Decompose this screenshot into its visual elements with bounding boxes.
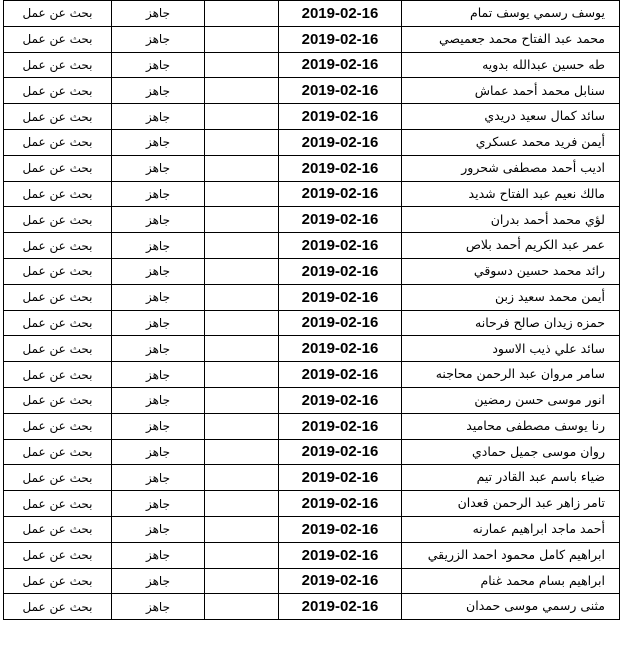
table-row [4,336,620,362]
date-cell: 2019-02-16 [279,52,402,78]
table-row [4,1,620,27]
state-cell: جاهز [112,207,205,233]
name-cell: ابراهيم كامل محمود احمد الزريقي [402,542,620,568]
empty-cell [205,181,279,207]
state-cell: جاهز [112,336,205,362]
table-row [4,233,620,259]
name-cell: سائد علي ذيب الاسود [402,336,620,362]
state-cell: جاهز [112,155,205,181]
empty-cell [205,413,279,439]
state-cell: جاهز [112,465,205,491]
state-cell: جاهز [112,26,205,52]
status-cell: بحث عن عمل [4,568,112,594]
name-cell: ابراهيم بسام محمد غنام [402,568,620,594]
empty-cell [205,155,279,181]
empty-cell [205,516,279,542]
status-cell: بحث عن عمل [4,310,112,336]
table-row [4,155,620,181]
table-row [4,207,620,233]
state-cell: جاهز [112,516,205,542]
empty-cell [205,233,279,259]
date-cell: 2019-02-16 [279,258,402,284]
empty-cell [205,258,279,284]
state-cell: جاهز [112,310,205,336]
table-row [4,310,620,336]
date-cell: 2019-02-16 [279,516,402,542]
date-cell: 2019-02-16 [279,542,402,568]
name-cell: يوسف رسمي يوسف تمام [402,1,620,27]
name-cell: عمر عبد الكريم أحمد بلاص [402,233,620,259]
date-cell: 2019-02-16 [279,387,402,413]
status-cell: بحث عن عمل [4,284,112,310]
table-row [4,413,620,439]
table-row [4,516,620,542]
status-cell: بحث عن عمل [4,129,112,155]
name-cell: أحمد ماجد ابراهيم عمارنه [402,516,620,542]
status-cell: بحث عن عمل [4,465,112,491]
date-cell: 2019-02-16 [279,78,402,104]
date-cell: 2019-02-16 [279,207,402,233]
empty-cell [205,129,279,155]
table-row [4,258,620,284]
empty-cell [205,594,279,620]
table-row [4,284,620,310]
table-row [4,491,620,517]
date-cell: 2019-02-16 [279,181,402,207]
date-cell: 2019-02-16 [279,362,402,388]
state-cell: جاهز [112,362,205,388]
status-cell: بحث عن عمل [4,594,112,620]
date-cell: 2019-02-16 [279,155,402,181]
table-row [4,78,620,104]
empty-cell [205,439,279,465]
empty-cell [205,568,279,594]
table-row [4,129,620,155]
date-cell: 2019-02-16 [279,413,402,439]
applicants-table [3,0,620,620]
empty-cell [205,310,279,336]
name-cell: أيمن محمد سعيد زبن [402,284,620,310]
empty-cell [205,465,279,491]
table-row [4,181,620,207]
empty-cell [205,207,279,233]
name-cell: روان موسى جميل حمادي [402,439,620,465]
table-body [4,1,620,620]
status-cell: بحث عن عمل [4,155,112,181]
status-cell: بحث عن عمل [4,542,112,568]
date-cell: 2019-02-16 [279,465,402,491]
status-cell: بحث عن عمل [4,26,112,52]
table-row [4,52,620,78]
table-row [4,542,620,568]
status-cell: بحث عن عمل [4,516,112,542]
state-cell: جاهز [112,413,205,439]
status-cell: بحث عن عمل [4,362,112,388]
table-row [4,26,620,52]
empty-cell [205,104,279,130]
state-cell: جاهز [112,104,205,130]
table-row [4,439,620,465]
status-cell: بحث عن عمل [4,439,112,465]
empty-cell [205,542,279,568]
status-cell: بحث عن عمل [4,1,112,27]
empty-cell [205,52,279,78]
state-cell: جاهز [112,258,205,284]
empty-cell [205,362,279,388]
date-cell: 2019-02-16 [279,491,402,517]
name-cell: انور موسى حسن رمضين [402,387,620,413]
table-row [4,387,620,413]
status-cell: بحث عن عمل [4,258,112,284]
date-cell: 2019-02-16 [279,284,402,310]
date-cell: 2019-02-16 [279,129,402,155]
name-cell: اديب أحمد مصطفى شحرور [402,155,620,181]
date-cell: 2019-02-16 [279,233,402,259]
name-cell: حمزه زيدان صالح فرحانه [402,310,620,336]
table-row [4,104,620,130]
state-cell: جاهز [112,568,205,594]
state-cell: جاهز [112,129,205,155]
state-cell: جاهز [112,52,205,78]
date-cell: 2019-02-16 [279,26,402,52]
date-cell: 2019-02-16 [279,1,402,27]
name-cell: مثنى رسمي موسى حمدان [402,594,620,620]
name-cell: سامر مروان عبد الرحمن محاجنه [402,362,620,388]
table-row [4,465,620,491]
state-cell: جاهز [112,284,205,310]
table-row [4,594,620,620]
state-cell: جاهز [112,594,205,620]
status-cell: بحث عن عمل [4,104,112,130]
status-cell: بحث عن عمل [4,491,112,517]
table-row [4,362,620,388]
empty-cell [205,78,279,104]
status-cell: بحث عن عمل [4,78,112,104]
state-cell: جاهز [112,1,205,27]
state-cell: جاهز [112,233,205,259]
date-cell: 2019-02-16 [279,310,402,336]
state-cell: جاهز [112,387,205,413]
name-cell: سائد كمال سعيد دريدي [402,104,620,130]
empty-cell [205,1,279,27]
name-cell: أيمن فريد محمد عسكري [402,129,620,155]
state-cell: جاهز [112,181,205,207]
empty-cell [205,284,279,310]
name-cell: محمد عبد الفتاح محمد جعميصي [402,26,620,52]
empty-cell [205,491,279,517]
state-cell: جاهز [112,491,205,517]
empty-cell [205,26,279,52]
name-cell: لؤي محمد أحمد بدران [402,207,620,233]
status-cell: بحث عن عمل [4,207,112,233]
status-cell: بحث عن عمل [4,413,112,439]
date-cell: 2019-02-16 [279,594,402,620]
date-cell: 2019-02-16 [279,104,402,130]
name-cell: تامر زاهر عبد الرحمن قعدان [402,491,620,517]
empty-cell [205,336,279,362]
table-row [4,568,620,594]
empty-cell [205,387,279,413]
status-cell: بحث عن عمل [4,336,112,362]
name-cell: مالك نعيم عبد الفتاح شديد [402,181,620,207]
status-cell: بحث عن عمل [4,387,112,413]
name-cell: طه حسين عبدالله بدويه [402,52,620,78]
name-cell: سنابل محمد أحمد عماش [402,78,620,104]
date-cell: 2019-02-16 [279,336,402,362]
date-cell: 2019-02-16 [279,439,402,465]
status-cell: بحث عن عمل [4,181,112,207]
status-cell: بحث عن عمل [4,233,112,259]
state-cell: جاهز [112,439,205,465]
name-cell: رنا يوسف مصطفى محاميد [402,413,620,439]
name-cell: رائد محمد حسين دسوقي [402,258,620,284]
state-cell: جاهز [112,542,205,568]
date-cell: 2019-02-16 [279,568,402,594]
status-cell: بحث عن عمل [4,52,112,78]
name-cell: ضياء باسم عبد القادر تيم [402,465,620,491]
state-cell: جاهز [112,78,205,104]
